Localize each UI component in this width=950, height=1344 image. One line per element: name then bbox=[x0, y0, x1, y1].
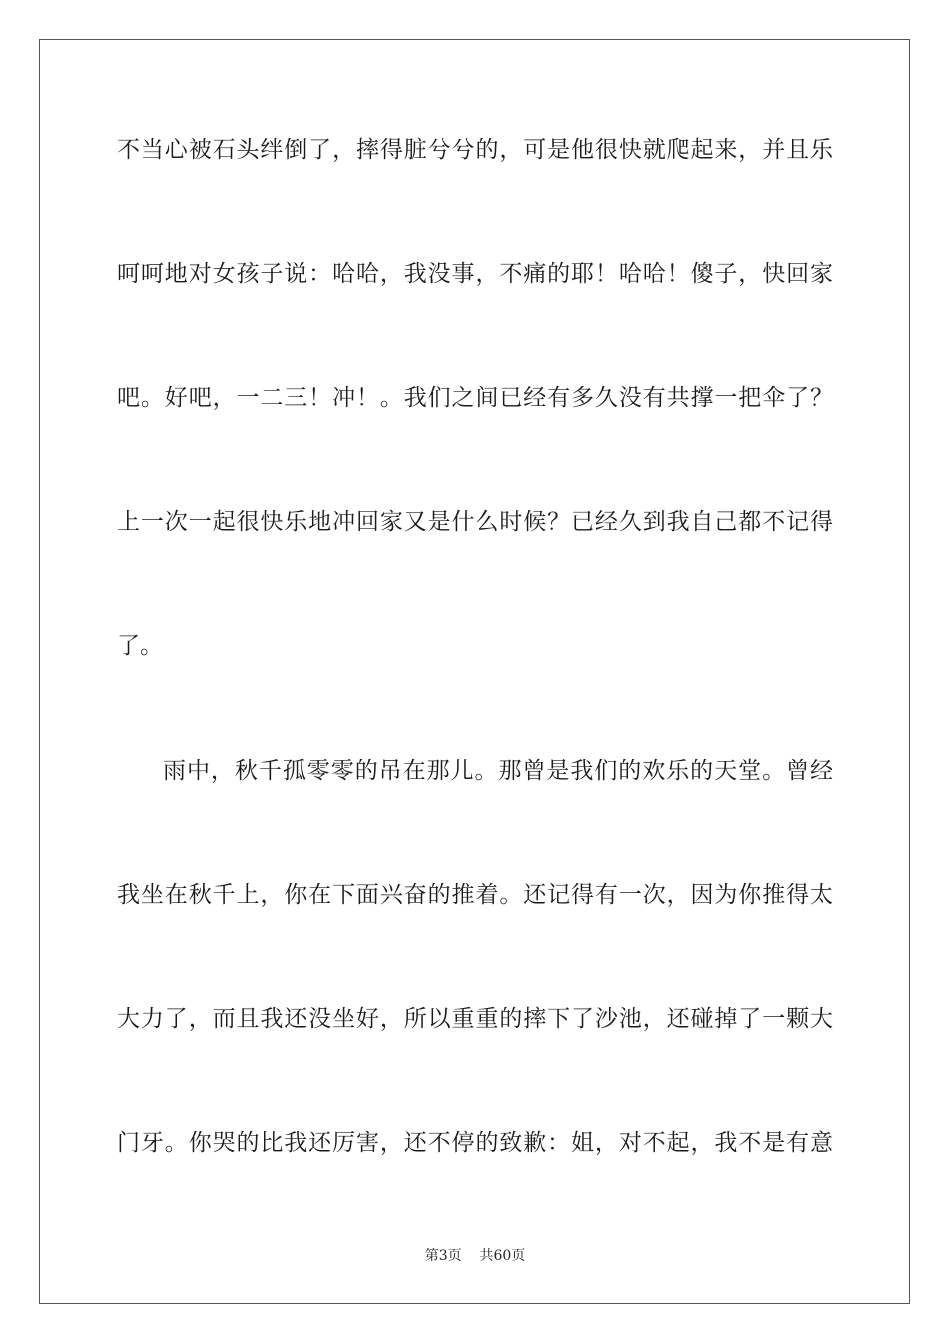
text-line-3: 吧。好吧，一二三！冲！。我们之间已经有多久没有共撑一把伞了？ bbox=[117, 385, 833, 411]
page-border bbox=[39, 39, 910, 1304]
text-line-2: 呵呵地对女孩子说：哈哈，我没事，不痛的耶！哈哈！傻子，快回家 bbox=[117, 261, 833, 287]
text-line-6: 雨中，秋千孤零零的吊在那儿。那曾是我们的欢乐的天堂。曾经 bbox=[163, 758, 833, 784]
page-total: 共60页 bbox=[479, 1248, 526, 1264]
text-line-9: 门牙。你哭的比我还厉害，还不停的致歉：姐，对不起，我不是有意 bbox=[117, 1130, 833, 1156]
text-line-1: 不当心被石头绊倒了，摔得脏兮兮的，可是他很快就爬起来，并且乐 bbox=[117, 137, 833, 163]
text-line-5: 了。 bbox=[117, 633, 163, 659]
text-line-8: 大力了，而且我还没坐好，所以重重的摔下了沙池，还碰掉了一颗大 bbox=[117, 1006, 833, 1032]
text-line-4: 上一次一起很快乐地冲回家又是什么时候？已经久到我自己都不记得 bbox=[117, 509, 833, 535]
text-line-7: 我坐在秋千上，你在下面兴奋的推着。还记得有一次，因为你推得太 bbox=[117, 882, 833, 908]
page-footer bbox=[0, 1247, 950, 1265]
page-number: 第3页 bbox=[424, 1248, 462, 1264]
